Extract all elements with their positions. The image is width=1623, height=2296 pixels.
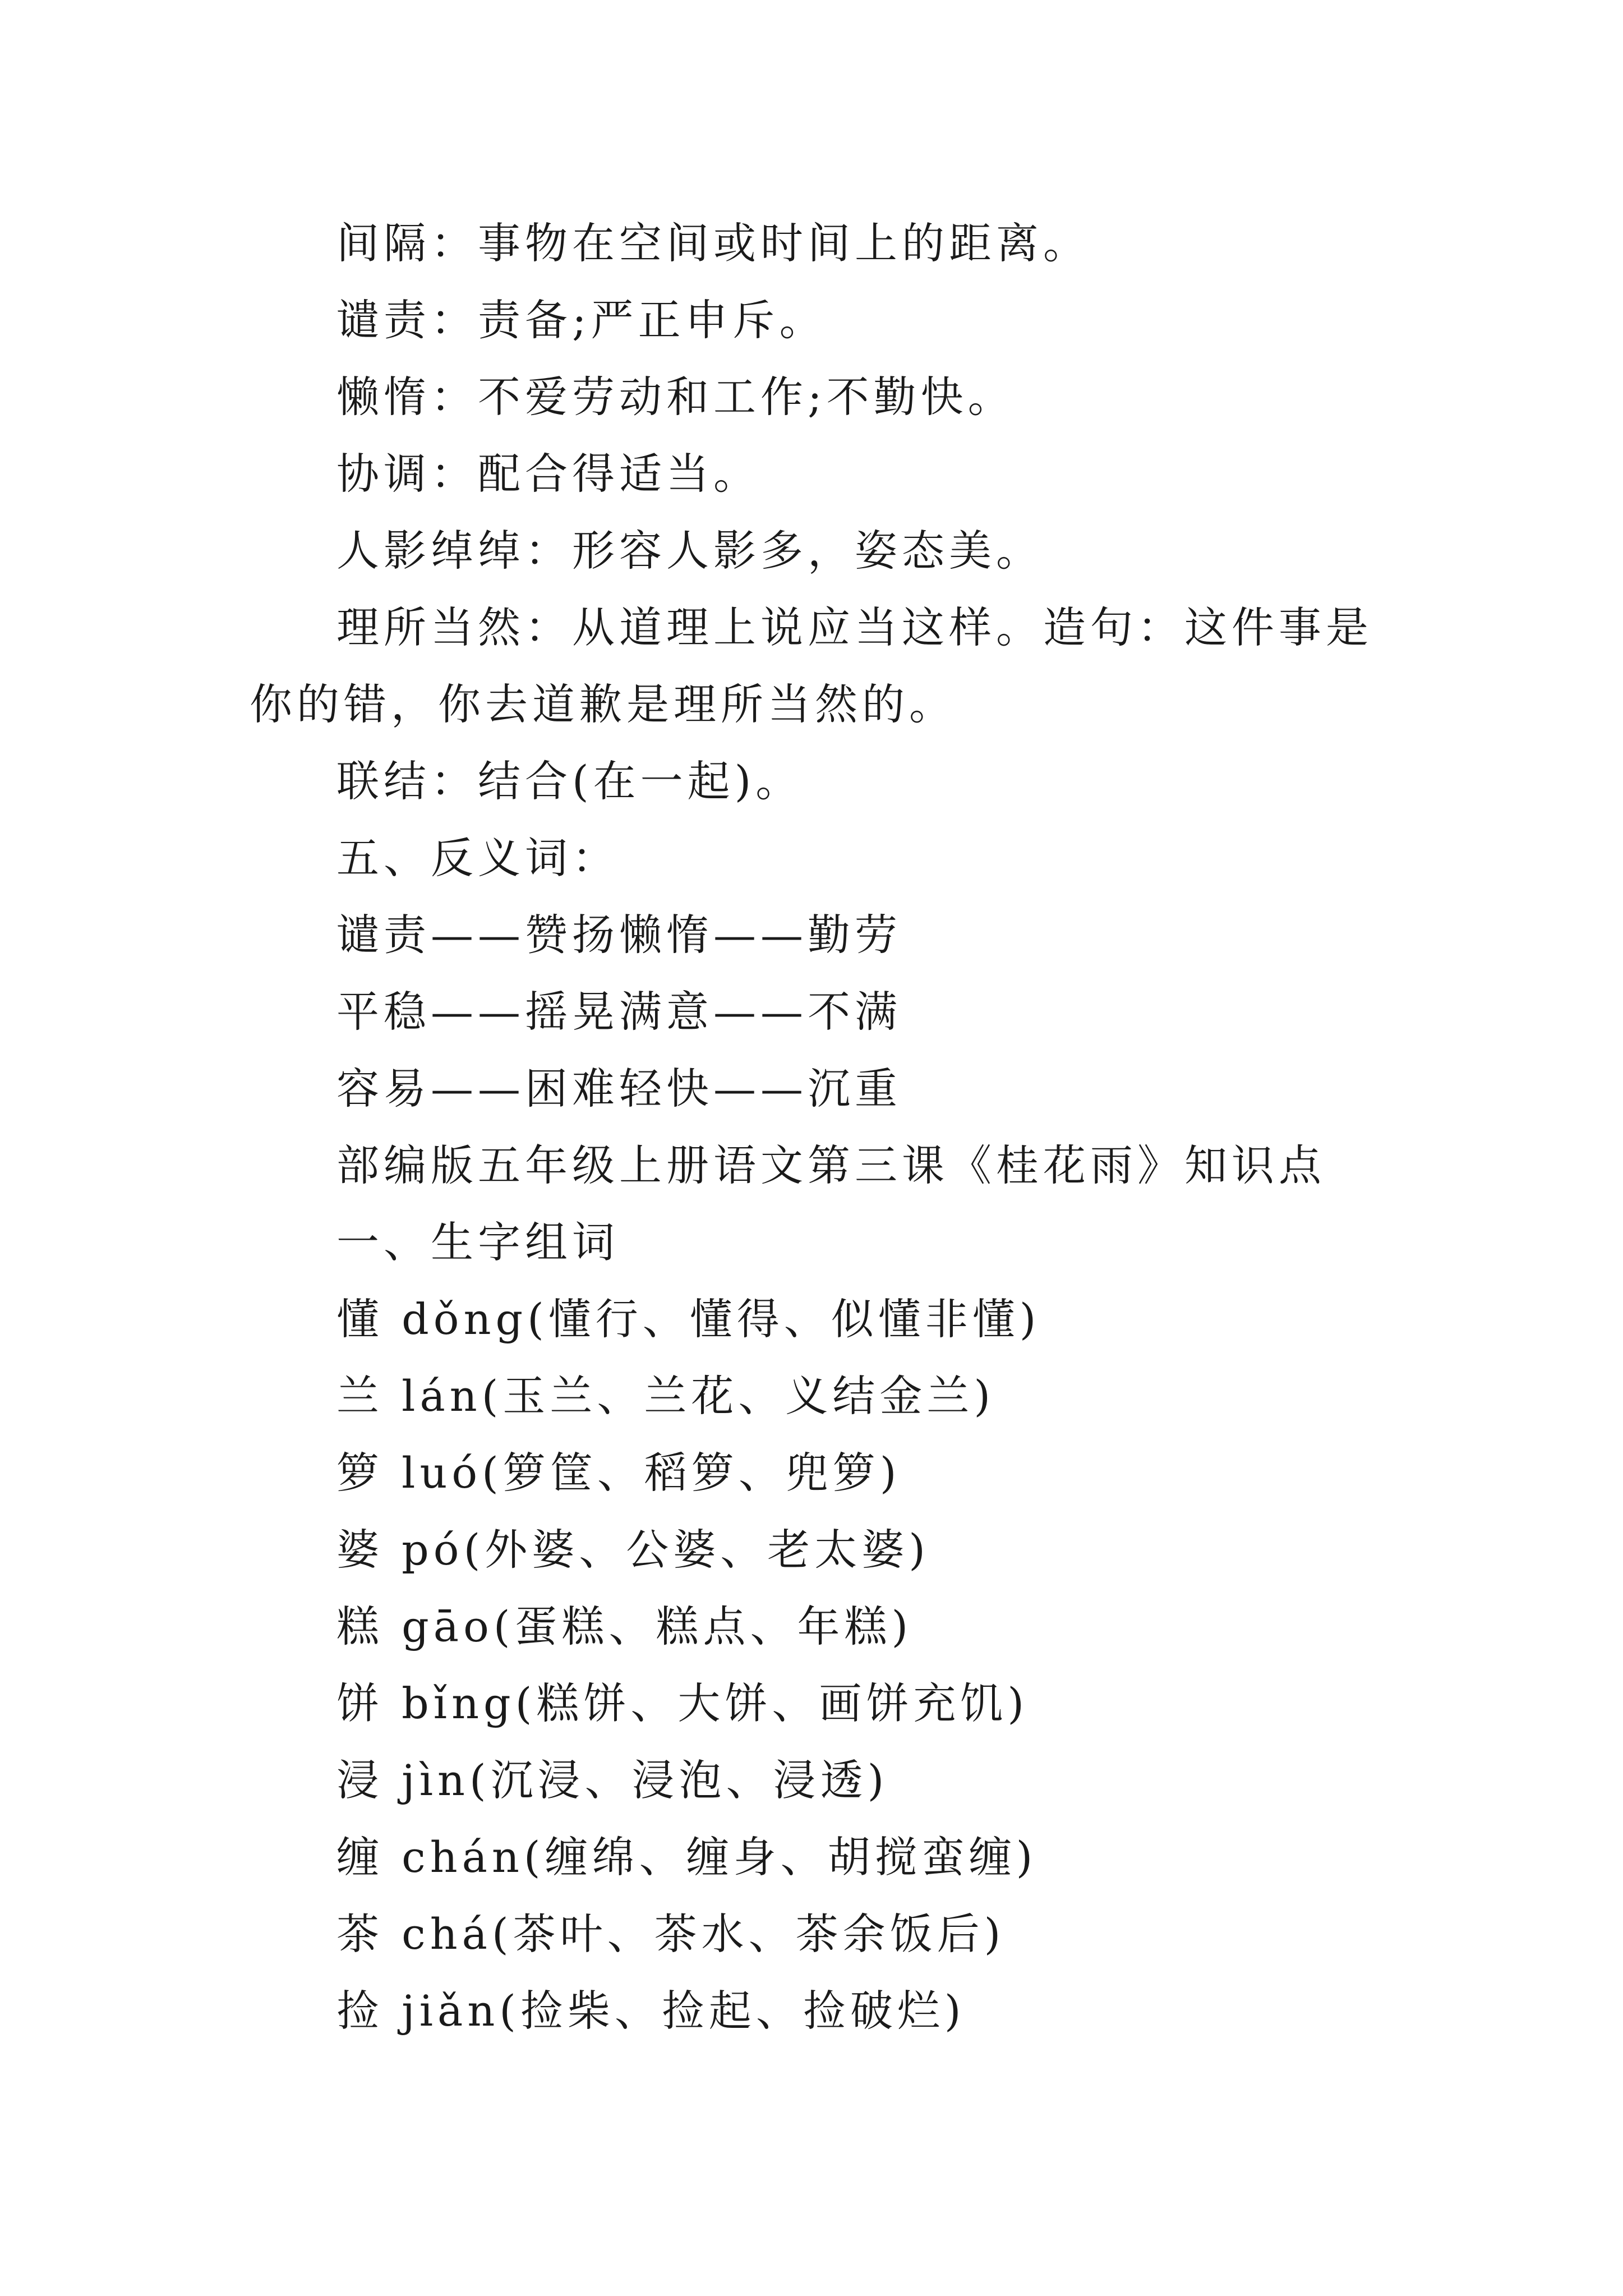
definition-line: 谴责：责备;严正申斥。	[336, 295, 827, 345]
definition-paragraph: 理所当然：从道理上说应当这样。造句：这件事是你的错，你去道歉是理所当然的。	[250, 602, 1373, 729]
antonym-line: 平稳——摇晃满意——不满	[336, 987, 902, 1037]
section-heading: 五、反义词：	[336, 833, 619, 883]
definition-line: 人影绰绰：形容人影多，姿态美。	[336, 526, 1043, 576]
vocab-line: 箩 luó(箩筐、稻箩、兜箩)	[336, 1448, 901, 1498]
antonym-line: 谴责——赞扬懒惰——勤劳	[336, 910, 902, 960]
vocab-line: 缠 chán(缠绵、缠身、胡搅蛮缠)	[336, 1832, 1038, 1882]
vocab-line: 婆 pó(外婆、公婆、老太婆)	[336, 1525, 930, 1575]
vocab-line: 糕 gāo(蛋糕、糕点、年糕)	[336, 1602, 913, 1651]
vocab-line: 饼 bǐng(糕饼、大饼、画饼充饥)	[336, 1678, 1029, 1728]
definition-line: 懒惰：不爱劳动和工作;不勤快。	[336, 372, 1015, 422]
vocab-line: 懂 dǒng(懂行、懂得、似懂非懂)	[336, 1294, 1041, 1344]
definition-line: 间隔：事物在空间或时间上的距离。	[336, 218, 1090, 268]
definition-line: 联结：结合(在一起)。	[336, 756, 803, 806]
section-heading: 一、生字组词	[336, 1217, 619, 1267]
lesson-title: 部编版五年级上册语文第三课《桂花雨》知识点	[336, 1140, 1326, 1190]
antonym-line: 容易——困难轻快——沉重	[336, 1064, 902, 1114]
vocab-line: 兰 lán(玉兰、兰花、义结金兰)	[336, 1371, 995, 1421]
vocab-line: 浸 jìn(沉浸、浸泡、浸透)	[336, 1755, 889, 1805]
vocab-line: 捡 jiǎn(捡柴、捡起、捡破烂)	[336, 1986, 966, 2036]
vocab-line: 茶 chá(茶叶、茶水、茶余饭后)	[336, 1909, 1006, 1959]
definition-line: 协调：配合得适当。	[336, 449, 760, 499]
document-body	[250, 205, 1382, 2049]
